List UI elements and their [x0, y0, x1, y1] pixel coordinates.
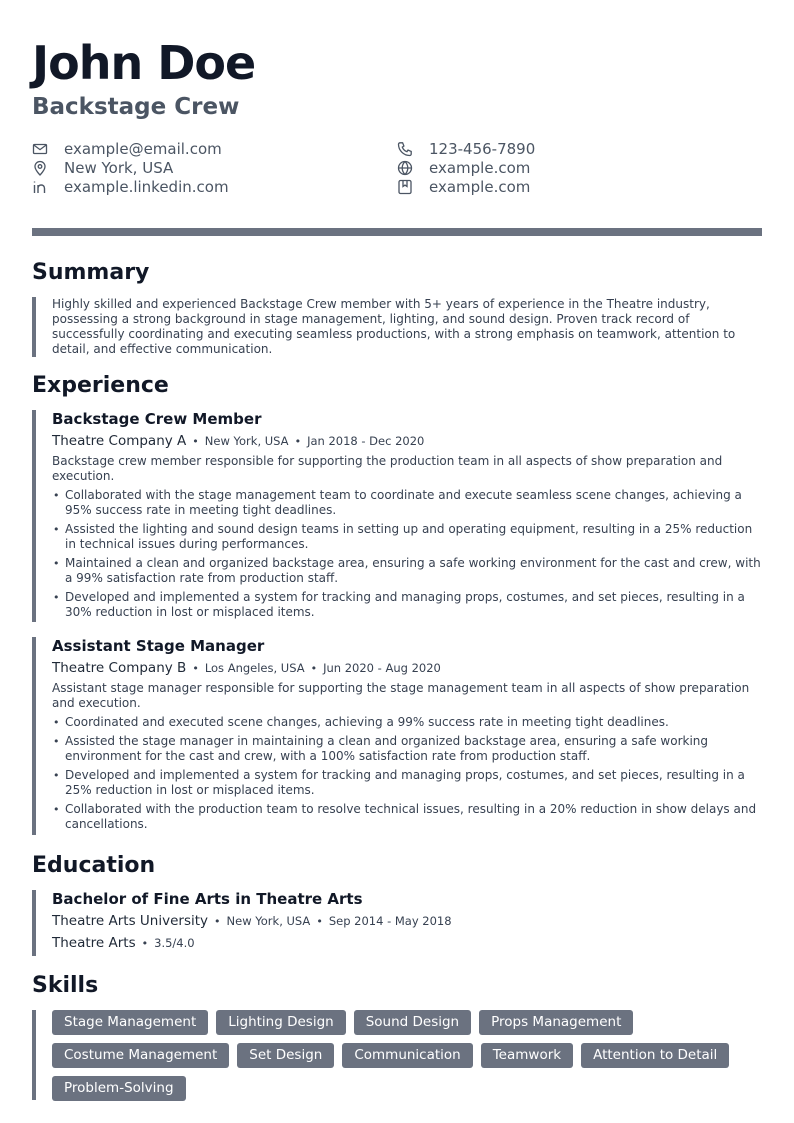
education-heading: Education — [32, 853, 156, 878]
skill-chip: Props Management — [479, 1010, 633, 1035]
skill-chip: Lighting Design — [216, 1010, 345, 1035]
job-2-bullet: • Assisted the stage manager in maintaining a clean and organized backstage area, ensuring a safe working environment for the cast and crew, with a 100% satisfaction rate from production staff. — [52, 734, 762, 764]
job-1-bullet: • Assisted the lighting and sound design teams in setting up and operating equipment, resulting in a 25% reduction in technical issues during performances. — [52, 522, 762, 552]
candidate-name: John Doe — [32, 36, 256, 90]
contact-phone[interactable] — [397, 139, 535, 158]
location-text: New York, USA — [64, 158, 174, 177]
contact-email[interactable] — [32, 139, 222, 158]
education-field-row: Theatre Arts • 3.5/4.0 — [52, 935, 195, 951]
education-location: New York, USA — [226, 914, 311, 928]
job-2 — [52, 636, 762, 836]
candidate-role: Backstage Crew — [32, 94, 240, 120]
summary-bar — [32, 297, 36, 357]
skill-chip: Teamwork — [481, 1043, 573, 1068]
contact-website[interactable] — [397, 158, 530, 177]
job-1-company: Theatre Company A — [52, 433, 187, 449]
linkedin-icon — [32, 179, 48, 195]
skill-chip: Set Design — [237, 1043, 334, 1068]
job-1-bullet: • Developed and implemented a system for tracking and managing props, costumes, and set pieces, resulting in a 30% reduction in lost or misplaced items. — [52, 590, 762, 620]
globe-icon — [397, 160, 413, 176]
job-1-title: Backstage Crew Member — [52, 410, 262, 428]
job-1-bullets — [52, 488, 762, 620]
email-text: example@email.com — [64, 139, 222, 158]
phone-icon — [397, 141, 413, 157]
job-2-meta: Theatre Company B • Los Angeles, USA • Jun 2020 - Aug 2020 — [52, 660, 441, 676]
job-1 — [52, 409, 762, 624]
education-bar — [32, 890, 36, 956]
job-1-meta: Theatre Company A • New York, USA • Jan 2018 - Dec 2020 — [52, 433, 425, 449]
education-degree: Bachelor of Fine Arts in Theatre Arts — [52, 890, 363, 908]
job-2-location: Los Angeles, USA — [204, 661, 305, 675]
job-1-bar — [32, 410, 36, 622]
linkedin-text: example.linkedin.com — [64, 177, 229, 196]
job-2-bullet: • Coordinated and executed scene changes, achieving a 99% success rate in meeting tight deadlines. — [52, 715, 762, 730]
skills-heading: Skills — [32, 973, 99, 998]
education-dates: Sep 2014 - May 2018 — [328, 914, 452, 928]
job-2-company: Theatre Company B — [52, 660, 187, 676]
education-meta: Theatre Arts University • New York, USA • Sep 2014 - May 2018 — [52, 913, 452, 929]
skill-chip: Problem-Solving — [52, 1076, 186, 1101]
contact-location — [32, 158, 173, 177]
job-1-dates: Jan 2018 - Dec 2020 — [307, 434, 425, 448]
summary-heading: Summary — [32, 260, 150, 285]
job-2-description: Assistant stage manager responsible for supporting the stage management team in all aspects of show preparation and execution. — [52, 681, 750, 710]
phone-text: 123-456-7890 — [429, 139, 536, 158]
skills-list — [52, 1010, 762, 1101]
job-2-bar — [32, 637, 36, 835]
job-2-bullet: • Developed and implemented a system for tracking and managing props, costumes, and set pieces, resulting in a 25% reduction in lost or misplaced items. — [52, 768, 762, 798]
summary-block — [52, 297, 762, 357]
mail-icon — [32, 141, 48, 157]
contact-linkedin[interactable] — [32, 177, 229, 196]
skill-chip: Sound Design — [354, 1010, 471, 1035]
bookmark-icon — [397, 179, 413, 195]
website-text: example.com — [429, 158, 531, 177]
job-2-bullet: • Collaborated with the production team to resolve technical issues, resulting in a 20% reduction in show delays and cancellations. — [52, 802, 762, 832]
education-block — [52, 889, 762, 953]
education-school: Theatre Arts University — [52, 913, 209, 929]
skill-chip: Stage Management — [52, 1010, 208, 1035]
job-2-bullets — [52, 715, 762, 832]
map-pin-icon — [32, 160, 48, 176]
experience-heading: Experience — [32, 373, 169, 398]
skill-chip: Costume Management — [52, 1043, 229, 1068]
skill-chip: Communication — [342, 1043, 472, 1068]
skill-chip: Attention to Detail — [581, 1043, 729, 1068]
portfolio-text: example.com — [429, 177, 531, 196]
job-2-dates: Jun 2020 - Aug 2020 — [323, 661, 441, 675]
job-1-bullet: • Maintained a clean and organized backstage area, ensuring a safe working environment for the cast and crew, with a 99% satisfaction rate from production staff. — [52, 556, 762, 586]
job-1-location: New York, USA — [204, 434, 289, 448]
summary-text: Highly skilled and experienced Backstage Crew member with 5+ years of experience in the Theatre industry, possessing a strong background in stage management, lighting, and sound design. Proven track record of successfully coordinating and executing seamless productions, with a strong emphasis on teamwork, attention to detail, and effective communication. — [52, 297, 736, 356]
header-divider — [32, 228, 762, 236]
job-2-title: Assistant Stage Manager — [52, 637, 265, 655]
contact-portfolio[interactable] — [397, 177, 530, 196]
job-1-description: Backstage crew member responsible for supporting the production team in all aspects of show preparation and execution. — [52, 454, 723, 483]
education-field: Theatre Arts — [52, 935, 136, 951]
education-gpa: 3.5/4.0 — [154, 936, 195, 950]
skills-bar — [32, 1010, 36, 1100]
job-1-bullet: • Collaborated with the stage management team to coordinate and execute seamless scene changes, achieving a 95% success rate in meeting tight deadlines. — [52, 488, 762, 518]
